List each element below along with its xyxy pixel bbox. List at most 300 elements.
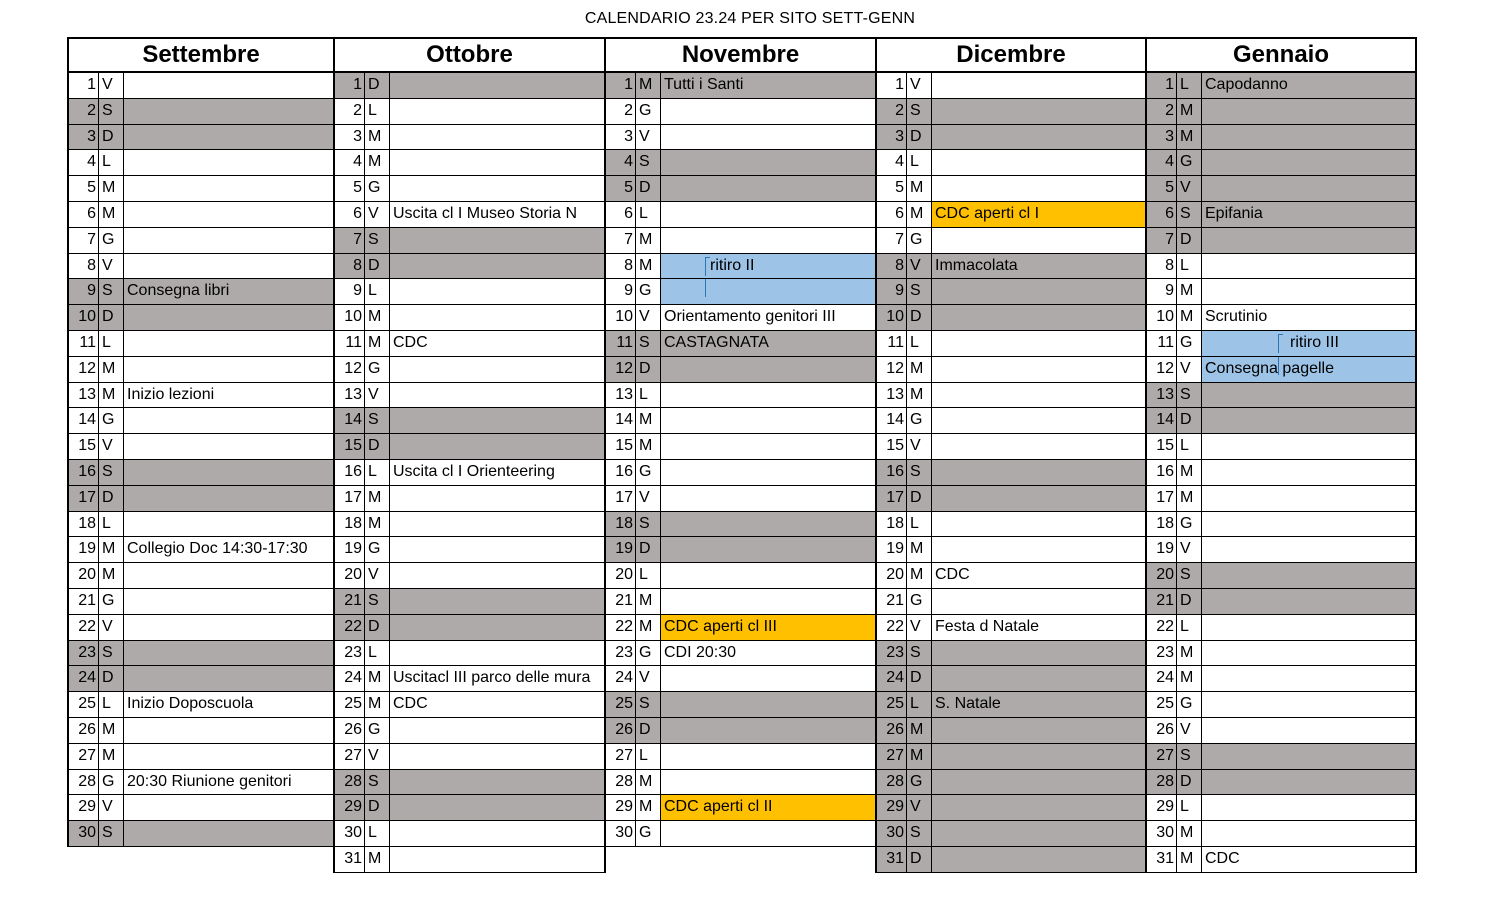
weekday-letter: M	[1177, 305, 1202, 330]
day-row	[69, 666, 333, 692]
day-row	[1147, 150, 1415, 176]
event-cell	[932, 331, 1145, 356]
weekday-letter: M	[907, 718, 932, 743]
weekday-letter: D	[365, 615, 390, 640]
day-number: 28	[1147, 770, 1177, 795]
weekday-letter: D	[99, 305, 124, 330]
day-row	[877, 563, 1145, 589]
day-row	[335, 486, 604, 512]
event-cell	[661, 125, 875, 150]
day-number: 9	[69, 279, 99, 304]
day-row	[69, 744, 333, 770]
day-number: 22	[69, 615, 99, 640]
weekday-letter: G	[1177, 150, 1202, 175]
event-cell	[124, 589, 333, 614]
day-number: 28	[335, 770, 365, 795]
weekday-letter: M	[365, 125, 390, 150]
event-cell	[390, 847, 604, 872]
day-number: 24	[1147, 666, 1177, 691]
event-cell	[390, 589, 604, 614]
weekday-letter: S	[636, 331, 661, 356]
day-row	[335, 150, 604, 176]
day-number: 21	[1147, 589, 1177, 614]
event-cell	[124, 99, 333, 124]
event-text: Consegna libri	[127, 282, 230, 300]
weekday-letter: L	[365, 821, 390, 846]
event-cell	[1202, 99, 1415, 124]
day-number: 14	[1147, 408, 1177, 433]
weekday-letter: L	[365, 279, 390, 304]
event-cell	[1202, 512, 1415, 537]
weekday-letter: M	[636, 770, 661, 795]
day-number: 20	[1147, 563, 1177, 588]
weekday-letter: M	[1177, 641, 1202, 666]
day-number: 19	[606, 537, 636, 562]
day-row	[1147, 615, 1415, 641]
day-row	[606, 512, 875, 538]
event-cell	[932, 99, 1145, 124]
event-cell	[390, 125, 604, 150]
day-number: 19	[877, 537, 907, 562]
event-cell	[661, 150, 875, 175]
weekday-letter: D	[99, 125, 124, 150]
event-cell	[390, 305, 604, 330]
day-row	[69, 486, 333, 512]
day-number: 4	[877, 150, 907, 175]
event-cell	[124, 176, 333, 201]
weekday-letter: M	[1177, 99, 1202, 124]
day-row	[69, 254, 333, 280]
day-number: 13	[877, 383, 907, 408]
event-cell	[661, 666, 875, 691]
weekday-letter: D	[1177, 408, 1202, 433]
day-number: 31	[1147, 847, 1177, 872]
weekday-letter: M	[99, 563, 124, 588]
event-cell	[932, 795, 1145, 820]
event-text: 20:30 Riunione genitori	[127, 772, 292, 790]
weekday-letter: M	[907, 537, 932, 562]
event-cell	[932, 718, 1145, 743]
weekday-letter: G	[1177, 331, 1202, 356]
event-cell	[661, 254, 875, 279]
event-cell	[390, 228, 604, 253]
event-cell	[124, 202, 333, 227]
day-number: 19	[69, 537, 99, 562]
weekday-letter: S	[1177, 744, 1202, 769]
day-row	[606, 744, 875, 770]
event-cell	[124, 125, 333, 150]
day-number: 13	[606, 383, 636, 408]
day-row	[69, 460, 333, 486]
weekday-letter: M	[99, 718, 124, 743]
weekday-letter: D	[907, 305, 932, 330]
day-number: 7	[1147, 228, 1177, 253]
event-text: CDC aperti cl I	[935, 204, 1040, 222]
event-cell	[124, 228, 333, 253]
day-number: 12	[1147, 357, 1177, 382]
event-text: CDC	[393, 333, 428, 351]
day-number: 21	[69, 589, 99, 614]
day-row	[69, 821, 333, 847]
weekday-letter: M	[636, 795, 661, 820]
event-text: CDC	[1205, 849, 1240, 867]
day-row	[606, 615, 875, 641]
day-number: 4	[335, 150, 365, 175]
day-row	[335, 383, 604, 409]
event-cell	[124, 279, 333, 304]
event-cell	[124, 770, 333, 795]
day-number: 5	[335, 176, 365, 201]
day-number: 29	[69, 795, 99, 820]
weekday-letter: S	[907, 641, 932, 666]
month-column-novembre	[604, 37, 877, 847]
weekday-letter: M	[365, 692, 390, 717]
event-cell	[1202, 176, 1415, 201]
day-number: 27	[877, 744, 907, 769]
day-number: 12	[69, 357, 99, 382]
event-cell	[932, 125, 1145, 150]
event-cell	[661, 692, 875, 717]
event-cell	[390, 357, 604, 382]
event-cell	[1202, 228, 1415, 253]
event-cell	[390, 383, 604, 408]
event-cell	[661, 176, 875, 201]
event-cell	[932, 383, 1145, 408]
event-cell	[390, 99, 604, 124]
event-cell	[932, 589, 1145, 614]
day-row	[877, 692, 1145, 718]
event-text: Epifania	[1205, 204, 1263, 222]
day-row	[877, 254, 1145, 280]
weekday-letter: G	[99, 589, 124, 614]
event-cell	[1202, 537, 1415, 562]
event-cell	[932, 744, 1145, 769]
event-text: Collegio Doc 14:30-17:30	[127, 540, 308, 558]
weekday-letter: G	[907, 408, 932, 433]
weekday-letter: G	[1177, 692, 1202, 717]
event-cell	[1202, 202, 1415, 227]
day-number: 7	[69, 228, 99, 253]
day-row	[69, 99, 333, 125]
day-number: 3	[1147, 125, 1177, 150]
event-cell	[661, 73, 875, 98]
event-cell	[661, 279, 875, 304]
event-cell	[390, 795, 604, 820]
event-cell	[661, 641, 875, 666]
day-number: 1	[606, 73, 636, 98]
day-row	[606, 150, 875, 176]
event-cell	[661, 795, 875, 820]
weekday-letter: L	[907, 512, 932, 537]
day-row	[606, 589, 875, 615]
day-number: 8	[69, 254, 99, 279]
day-number: 22	[606, 615, 636, 640]
day-number: 22	[1147, 615, 1177, 640]
day-number: 15	[606, 434, 636, 459]
event-text: S. Natale	[935, 695, 1001, 713]
weekday-letter: M	[636, 254, 661, 279]
day-row	[877, 666, 1145, 692]
weekday-letter: L	[907, 692, 932, 717]
day-row	[1147, 486, 1415, 512]
weekday-letter: M	[99, 202, 124, 227]
weekday-letter: V	[907, 254, 932, 279]
day-number: 23	[69, 641, 99, 666]
day-row	[335, 641, 604, 667]
weekday-letter: V	[636, 305, 661, 330]
day-row	[335, 202, 604, 228]
bracket-mark	[705, 257, 710, 276]
weekday-letter: D	[365, 795, 390, 820]
event-cell	[1202, 150, 1415, 175]
weekday-letter: D	[907, 666, 932, 691]
event-cell	[932, 434, 1145, 459]
day-number: 6	[1147, 202, 1177, 227]
event-cell	[932, 692, 1145, 717]
weekday-letter: D	[1177, 589, 1202, 614]
day-row	[335, 692, 604, 718]
event-cell	[390, 770, 604, 795]
day-row	[1147, 641, 1415, 667]
weekday-letter: L	[99, 331, 124, 356]
event-cell	[390, 331, 604, 356]
weekday-letter: S	[1177, 383, 1202, 408]
day-row	[606, 692, 875, 718]
day-row	[877, 434, 1145, 460]
weekday-letter: G	[365, 718, 390, 743]
day-row	[1147, 228, 1415, 254]
event-text: Inizio Doposcuola	[127, 695, 254, 713]
day-number: 1	[69, 73, 99, 98]
event-cell	[390, 692, 604, 717]
day-row	[1147, 666, 1415, 692]
day-row	[877, 383, 1145, 409]
event-cell	[1202, 795, 1415, 820]
day-number: 3	[877, 125, 907, 150]
day-number: 29	[877, 795, 907, 820]
day-row	[877, 795, 1145, 821]
event-cell	[661, 99, 875, 124]
event-cell	[390, 615, 604, 640]
weekday-letter: S	[636, 692, 661, 717]
day-number: 4	[69, 150, 99, 175]
weekday-letter: V	[1177, 537, 1202, 562]
event-cell	[932, 486, 1145, 511]
weekday-letter: L	[1177, 795, 1202, 820]
day-row	[69, 795, 333, 821]
weekday-letter: G	[99, 228, 124, 253]
event-text: CDC	[935, 566, 970, 584]
day-row	[877, 744, 1145, 770]
day-row	[877, 73, 1145, 99]
event-cell	[390, 537, 604, 562]
day-row	[335, 563, 604, 589]
day-number: 9	[335, 279, 365, 304]
day-row	[877, 150, 1145, 176]
weekday-letter: D	[1177, 770, 1202, 795]
day-row	[606, 666, 875, 692]
day-row	[877, 228, 1145, 254]
day-number: 27	[606, 744, 636, 769]
event-cell	[932, 305, 1145, 330]
day-number: 19	[335, 537, 365, 562]
event-cell	[661, 434, 875, 459]
event-text: CDI 20:30	[664, 643, 737, 661]
day-row	[1147, 305, 1415, 331]
weekday-letter: M	[636, 228, 661, 253]
weekday-letter: L	[1177, 73, 1202, 98]
weekday-letter: V	[365, 563, 390, 588]
event-cell	[124, 331, 333, 356]
day-row	[606, 486, 875, 512]
month-header: Novembre	[606, 39, 875, 73]
day-row	[877, 537, 1145, 563]
event-cell	[661, 486, 875, 511]
day-row	[1147, 537, 1415, 563]
day-row	[1147, 434, 1415, 460]
day-number: 26	[335, 718, 365, 743]
day-number: 14	[335, 408, 365, 433]
day-number: 5	[1147, 176, 1177, 201]
event-cell	[932, 150, 1145, 175]
weekday-letter: L	[907, 150, 932, 175]
weekday-letter: G	[365, 537, 390, 562]
day-row	[1147, 408, 1415, 434]
event-cell	[1202, 486, 1415, 511]
day-number: 21	[606, 589, 636, 614]
day-number: 30	[335, 821, 365, 846]
day-row	[606, 331, 875, 357]
day-number: 14	[606, 408, 636, 433]
day-row	[606, 821, 875, 847]
day-row	[606, 228, 875, 254]
day-number: 25	[335, 692, 365, 717]
day-number: 27	[1147, 744, 1177, 769]
event-cell	[390, 666, 604, 691]
day-number: 24	[69, 666, 99, 691]
day-row	[877, 202, 1145, 228]
event-cell	[1202, 408, 1415, 433]
day-number: 3	[335, 125, 365, 150]
weekday-letter: M	[907, 176, 932, 201]
day-number: 1	[335, 73, 365, 98]
weekday-letter: S	[365, 408, 390, 433]
day-row	[335, 357, 604, 383]
event-cell	[661, 331, 875, 356]
weekday-letter: L	[99, 512, 124, 537]
day-row	[1147, 331, 1415, 357]
day-number: 18	[606, 512, 636, 537]
day-row	[1147, 279, 1415, 305]
day-number: 16	[606, 460, 636, 485]
day-row	[606, 254, 875, 280]
day-number: 7	[606, 228, 636, 253]
day-number: 18	[335, 512, 365, 537]
weekday-letter: G	[907, 770, 932, 795]
day-number: 13	[1147, 383, 1177, 408]
event-cell	[1202, 770, 1415, 795]
event-cell	[390, 73, 604, 98]
day-row	[335, 254, 604, 280]
event-cell	[124, 460, 333, 485]
day-row	[877, 176, 1145, 202]
event-cell	[124, 150, 333, 175]
weekday-letter: V	[907, 434, 932, 459]
day-number: 4	[606, 150, 636, 175]
event-cell	[390, 821, 604, 846]
day-number: 11	[1147, 331, 1177, 356]
weekday-letter: L	[365, 641, 390, 666]
month-column-settembre	[67, 37, 335, 847]
event-cell	[124, 434, 333, 459]
day-row	[877, 408, 1145, 434]
weekday-letter: L	[1177, 254, 1202, 279]
event-cell	[932, 847, 1145, 872]
day-number: 9	[606, 279, 636, 304]
event-text: CDC aperti cl II	[664, 798, 773, 816]
day-number: 2	[69, 99, 99, 124]
day-number: 25	[606, 692, 636, 717]
day-row	[1147, 744, 1415, 770]
weekday-letter: L	[99, 692, 124, 717]
event-cell	[1202, 460, 1415, 485]
event-cell	[1202, 331, 1415, 356]
day-row	[335, 795, 604, 821]
weekday-letter: M	[365, 486, 390, 511]
day-number: 26	[877, 718, 907, 743]
weekday-letter: M	[1177, 821, 1202, 846]
day-number: 5	[606, 176, 636, 201]
event-cell	[124, 821, 333, 846]
day-number: 12	[877, 357, 907, 382]
month-header: Settembre	[69, 39, 333, 73]
event-cell	[661, 512, 875, 537]
day-row	[606, 641, 875, 667]
day-number: 8	[606, 254, 636, 279]
day-row	[877, 279, 1145, 305]
event-text: Uscita cl I Orienteering	[393, 462, 555, 480]
day-number: 17	[1147, 486, 1177, 511]
event-cell	[124, 718, 333, 743]
day-number: 13	[69, 383, 99, 408]
event-cell	[124, 795, 333, 820]
event-cell	[124, 537, 333, 562]
day-row	[877, 125, 1145, 151]
day-number: 16	[1147, 460, 1177, 485]
day-row	[69, 357, 333, 383]
day-number: 17	[335, 486, 365, 511]
event-cell	[1202, 821, 1415, 846]
event-cell	[124, 563, 333, 588]
weekday-letter: G	[99, 408, 124, 433]
day-row	[69, 176, 333, 202]
weekday-letter: L	[636, 202, 661, 227]
day-number: 11	[69, 331, 99, 356]
event-cell	[1202, 615, 1415, 640]
event-cell	[390, 718, 604, 743]
event-text: Festa d Natale	[935, 617, 1040, 635]
event-cell	[1202, 305, 1415, 330]
day-row	[1147, 73, 1415, 99]
day-number: 18	[69, 512, 99, 537]
day-row	[69, 563, 333, 589]
weekday-letter: S	[1177, 563, 1202, 588]
day-row	[1147, 460, 1415, 486]
day-number: 11	[606, 331, 636, 356]
day-number: 30	[1147, 821, 1177, 846]
day-row	[335, 537, 604, 563]
day-number: 26	[606, 718, 636, 743]
